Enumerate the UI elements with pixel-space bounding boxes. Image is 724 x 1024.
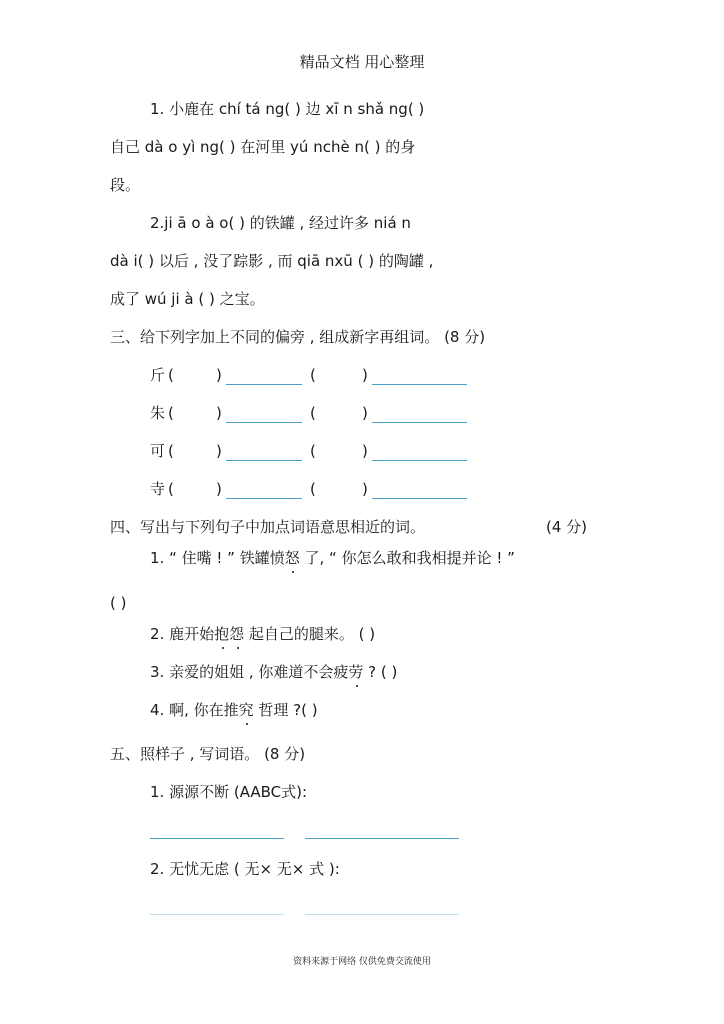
- question-text: 2. 鹿开始: [150, 625, 215, 643]
- dotted-word: 究: [238, 701, 254, 719]
- paren-open: (: [168, 480, 174, 498]
- paren-close: ): [362, 442, 368, 460]
- paren-open: (: [310, 404, 316, 422]
- passage-line-1: 1. 小鹿在 chí tá ng( ) 边 xī n shǎ ng( ): [150, 100, 425, 118]
- section-3-heading: 三、给下列字加上不同的偏旁 , 组成新字再组词。 (8 分): [110, 328, 486, 346]
- answer-line[interactable]: [305, 914, 459, 915]
- dotted-word: 怨: [229, 625, 245, 643]
- section-4-score: (4 分): [546, 518, 588, 536]
- question-text: 起自己的腿来。 ( ): [244, 625, 376, 643]
- passage-line-6: 成了 wú ji à ( ) 之宝。: [110, 290, 265, 308]
- answer-line[interactable]: [150, 914, 284, 915]
- answer-line[interactable]: [372, 498, 467, 499]
- paren-close: ): [216, 404, 222, 422]
- passage-line-3: 段。: [110, 176, 141, 194]
- answer-line[interactable]: [226, 460, 302, 461]
- answer-line[interactable]: [305, 838, 459, 839]
- section-4-question-2: [150, 624, 375, 644]
- answer-line[interactable]: [372, 384, 467, 385]
- paren-close: ): [362, 480, 368, 498]
- answer-line[interactable]: [372, 422, 467, 423]
- answer-line[interactable]: [372, 460, 467, 461]
- question-text: 1. “ 住嘴 ! ” 铁罐愤: [150, 549, 285, 567]
- radical-char: 斤: [150, 366, 166, 384]
- passage-line-5: dà i( ) 以后 , 没了踪影 , 而 qiā nxū ( ) 的陶罐 ,: [110, 252, 434, 270]
- section-5-question-1: 1. 源源不断 (AABC式):: [150, 783, 308, 801]
- section-4-question-3: [150, 662, 397, 682]
- answer-line[interactable]: [226, 498, 302, 499]
- paren-close: ): [216, 442, 222, 460]
- section-4-question-1: [150, 548, 515, 568]
- answer-line[interactable]: [150, 838, 284, 839]
- paren-close: ): [216, 480, 222, 498]
- radical-char: 寺: [150, 480, 166, 498]
- paren-close: ): [362, 404, 368, 422]
- dotted-word: 怒: [284, 549, 300, 567]
- question-text: ? ( ): [363, 663, 398, 681]
- radical-char: 可: [150, 442, 166, 460]
- answer-line[interactable]: [226, 422, 302, 423]
- answer-line[interactable]: [226, 384, 302, 385]
- page-header: 精品文档 用心整理: [299, 53, 425, 71]
- section-4-question-4: [150, 700, 318, 720]
- section-5-heading: 五、照样子 , 写词语。 (8 分): [110, 745, 306, 763]
- paren-close: ): [216, 366, 222, 384]
- section-5-question-2: 2. 无忧无虑 ( 无× 无× 式 ):: [150, 860, 340, 878]
- paren-open: (: [168, 442, 174, 460]
- question-text: 了, “ 你怎么敢和我相提并论 ! ”: [299, 549, 515, 567]
- paren-open: (: [310, 480, 316, 498]
- passage-line-2: 自己 dà o yì ng( ) 在河里 yú nchè n( ) 的身: [110, 138, 416, 156]
- dotted-word: 抱: [214, 625, 230, 643]
- paren-open: (: [168, 404, 174, 422]
- paren-open: (: [310, 442, 316, 460]
- dotted-word: 劳: [348, 663, 364, 681]
- paren-close: ): [362, 366, 368, 384]
- question-text: 3. 亲爱的姐姐 , 你难道不会疲: [150, 663, 349, 681]
- radical-char: 朱: [150, 404, 166, 422]
- paren-open: (: [310, 366, 316, 384]
- page-footer: 资料来源于网络 仅供免费交流使用: [293, 957, 431, 967]
- section-4-question-1-answer[interactable]: ( ): [110, 594, 127, 612]
- section-4-heading: 四、写出与下列句子中加点词语意思相近的词。: [110, 518, 426, 536]
- paren-open: (: [168, 366, 174, 384]
- question-text: 哲理 ?( ): [253, 701, 318, 719]
- passage-line-4: 2.ji ā o à o( ) 的铁罐 , 经过许多 niá n: [150, 214, 411, 232]
- question-text: 4. 啊, 你在推: [150, 701, 239, 719]
